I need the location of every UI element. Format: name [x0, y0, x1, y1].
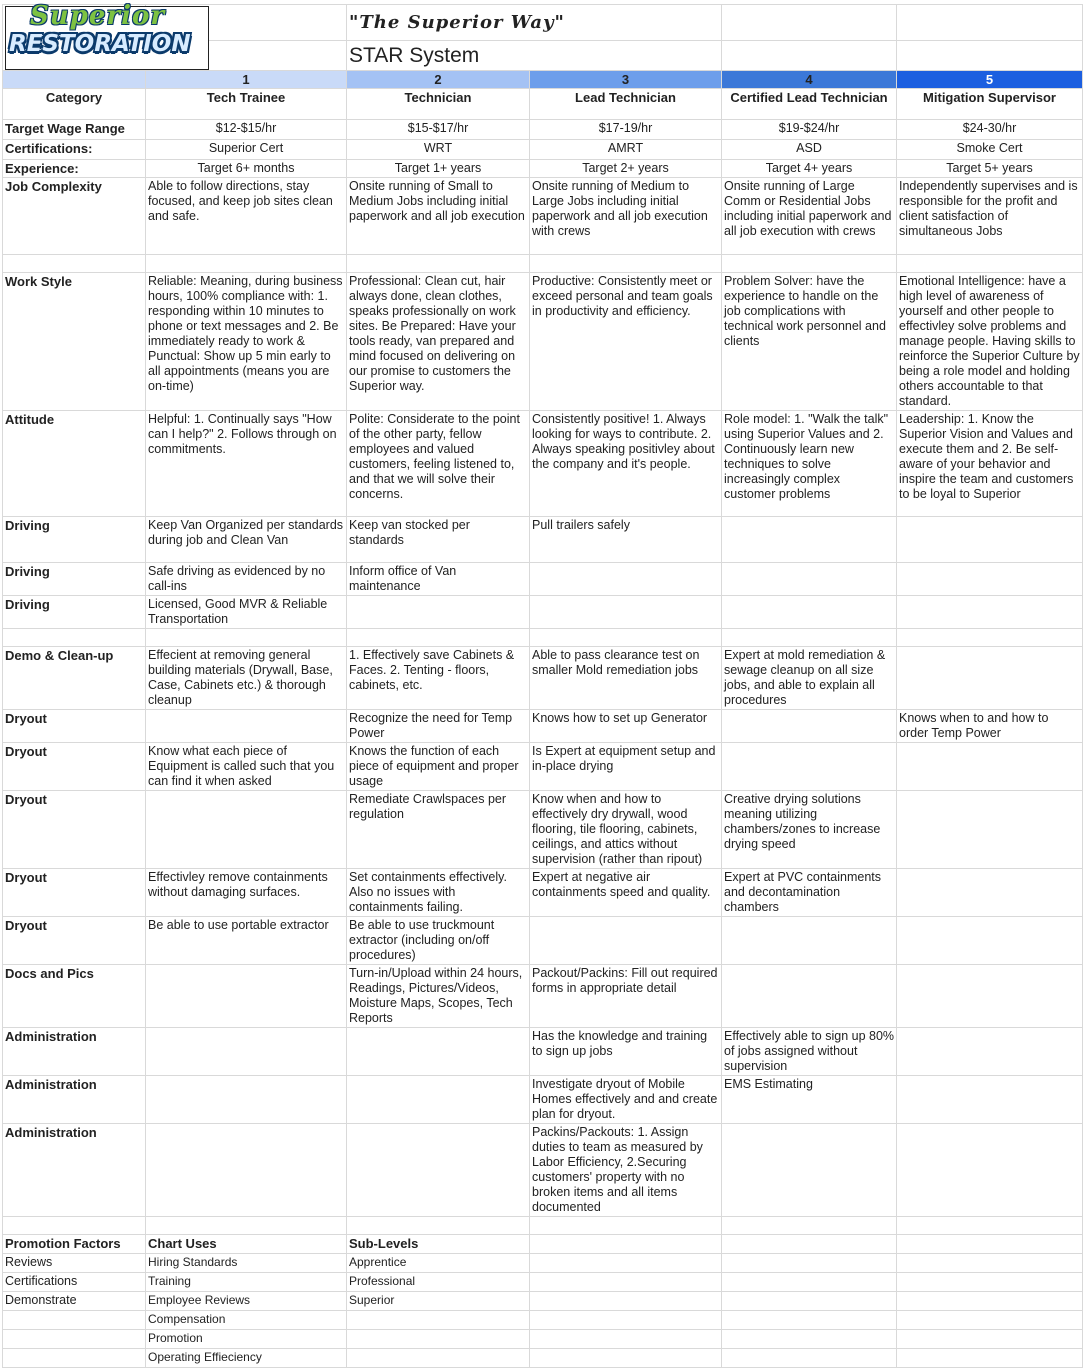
footer-cell[interactable]: Compensation — [146, 1311, 347, 1330]
experience-cell[interactable]: Target 6+ months — [146, 160, 347, 178]
cell[interactable] — [722, 1311, 897, 1330]
competency-cell[interactable] — [722, 917, 897, 965]
competency-cell[interactable] — [897, 517, 1083, 563]
competency-cell[interactable]: Problem Solver: have the experience to handle on the job complications with technical work personnel and clients — [722, 273, 897, 411]
competency-cell[interactable] — [897, 647, 1083, 710]
row-category-label[interactable]: Dryout — [3, 917, 146, 965]
footer-cell[interactable]: Promotion — [146, 1330, 347, 1349]
footer-cell[interactable] — [347, 1349, 530, 1368]
competency-cell[interactable]: Onsite running of Large Comm or Residential Jobs including initial paperwork and all job execution with crews — [722, 178, 897, 255]
row-category-label[interactable]: Administration — [3, 1076, 146, 1124]
competency-cell[interactable] — [146, 1217, 347, 1235]
cell[interactable] — [897, 1254, 1083, 1273]
competency-cell[interactable] — [897, 1076, 1083, 1124]
certs-label[interactable]: Certifications: — [3, 140, 146, 160]
competency-row — [3, 917, 1083, 965]
competency-cell[interactable] — [897, 791, 1083, 869]
competency-row — [3, 255, 1083, 273]
competency-cell[interactable]: Consistently positive! 1. Always looking for ways to contribute. 2. Always speaking positivley about the company and it's people. — [530, 411, 722, 517]
competency-row — [3, 517, 1083, 563]
cert-cell[interactable]: Superior Cert — [146, 140, 347, 160]
row-category-label[interactable]: Driving — [3, 517, 146, 563]
competency-cell[interactable] — [897, 629, 1083, 647]
competency-row — [3, 178, 1083, 255]
col-header-mitigation-supervisor[interactable]: Mitigation Supervisor — [897, 89, 1083, 120]
footer-cell[interactable]: Apprentice — [347, 1254, 530, 1273]
competency-cell[interactable] — [722, 629, 897, 647]
row-category-label[interactable]: Dryout — [3, 710, 146, 743]
competency-cell[interactable] — [722, 255, 897, 273]
footer-cell[interactable]: Employee Reviews — [146, 1292, 347, 1311]
competency-cell[interactable] — [722, 743, 897, 791]
competency-cell[interactable]: Reliable: Meaning, during business hours, 100% compliance with: 1. responding within 10 minutes to phone or text messages and 2. Be immediately ready to work & Punctual: Show up 5 min early to all appointments (means you are on-time) — [146, 273, 347, 411]
experience-cell[interactable]: Target 5+ years — [897, 160, 1083, 178]
cell[interactable] — [897, 5, 1083, 41]
cert-cell[interactable]: AMRT — [530, 140, 722, 160]
competency-cell[interactable]: Productive: Consistently meet or exceed personal and team goals in productivity and efficiency. — [530, 273, 722, 411]
competency-cell[interactable] — [347, 1124, 530, 1217]
competency-cell[interactable]: Turn-in/Upload within 24 hours, Readings, Pictures/Videos, Moisture Maps, Scopes, Tech Reports — [347, 965, 530, 1028]
row-category-label[interactable]: Driving — [3, 563, 146, 596]
competency-row — [3, 563, 1083, 596]
competency-cell[interactable] — [897, 917, 1083, 965]
competency-row — [3, 1124, 1083, 1217]
competency-cell[interactable] — [146, 629, 347, 647]
level-4[interactable]: 4 — [722, 71, 897, 89]
competency-cell[interactable]: Expert at mold remediation & sewage cleanup on all size jobs, and able to explain all procedures — [722, 647, 897, 710]
competency-cell[interactable] — [530, 563, 722, 596]
competency-cell[interactable] — [530, 596, 722, 629]
competency-row — [3, 743, 1083, 791]
competency-cell[interactable]: Able to pass clearance test on smaller Mold remediation jobs — [530, 647, 722, 710]
competency-cell[interactable]: Is Expert at equipment setup and in-place drying — [530, 743, 722, 791]
col-header-lead-technician[interactable]: Lead Technician — [530, 89, 722, 120]
wage-cell[interactable]: $19-$24/hr — [722, 120, 897, 140]
cell[interactable] — [722, 1330, 897, 1349]
competency-cell[interactable] — [146, 255, 347, 273]
cell[interactable] — [530, 1254, 722, 1273]
competency-cell[interactable] — [146, 965, 347, 1028]
cell[interactable] — [530, 1311, 722, 1330]
level-2[interactable]: 2 — [347, 71, 530, 89]
competency-cell[interactable]: Know what each piece of Equipment is called such that you can find it when asked — [146, 743, 347, 791]
row-category-label[interactable] — [3, 1217, 146, 1235]
competency-cell[interactable] — [347, 1217, 530, 1235]
footer-cell[interactable]: Professional — [347, 1273, 530, 1292]
competency-cell[interactable] — [722, 1124, 897, 1217]
col-header-certified-lead-technician[interactable]: Certified Lead Technician — [722, 89, 897, 120]
cert-cell[interactable]: ASD — [722, 140, 897, 160]
footer-cell[interactable] — [347, 1330, 530, 1349]
level-3[interactable]: 3 — [530, 71, 722, 89]
competency-cell[interactable]: Inform office of Van maintenance — [347, 563, 530, 596]
competency-row — [3, 791, 1083, 869]
competency-cell[interactable]: Has the knowledge and training to sign up jobs — [530, 1028, 722, 1076]
certs-row — [3, 140, 1083, 160]
competency-cell[interactable]: Expert at PVC containments and decontamination chambers — [722, 869, 897, 917]
competency-cell[interactable] — [146, 1028, 347, 1076]
competency-cell[interactable]: Expert at negative air containments speed and quality. — [530, 869, 722, 917]
competency-cell[interactable]: EMS Estimating — [722, 1076, 897, 1124]
row-category-label[interactable] — [3, 629, 146, 647]
footer-header-row — [3, 1235, 1083, 1254]
competency-cell[interactable] — [146, 1076, 347, 1124]
competency-cell[interactable] — [530, 1217, 722, 1235]
competency-cell[interactable] — [347, 1028, 530, 1076]
competency-cell[interactable]: Keep Van Organized per standards during job and Clean Van — [146, 517, 347, 563]
competency-cell[interactable] — [722, 596, 897, 629]
competency-cell[interactable] — [146, 1124, 347, 1217]
cell[interactable] — [722, 5, 897, 41]
footer-cell[interactable]: Operating Effieciency — [146, 1349, 347, 1368]
competency-cell[interactable] — [146, 791, 347, 869]
logo-cell — [3, 1, 191, 71]
competency-row — [3, 1028, 1083, 1076]
competency-cell[interactable]: Helpful: 1. Continually says "How can I help?" 2. Follows through on commitments. — [146, 411, 347, 517]
wage-cell[interactable]: $15-$17/hr — [347, 120, 530, 140]
competency-cell[interactable] — [722, 1217, 897, 1235]
competency-cell[interactable] — [347, 1076, 530, 1124]
competency-cell[interactable] — [722, 965, 897, 1028]
competency-cell[interactable]: Role model: 1. "Walk the talk" using Superior Values and 2. Continuously learn new techniques to solve increasingly complex customer problems — [722, 411, 897, 517]
footer-cell[interactable]: Hiring Standards — [146, 1254, 347, 1273]
col-header-technician[interactable]: Technician — [347, 89, 530, 120]
cell[interactable] — [897, 1330, 1083, 1349]
footer-cell[interactable]: Training — [146, 1273, 347, 1292]
level-row — [3, 71, 1083, 89]
competency-cell[interactable]: Remediate Crawlspaces per regulation — [347, 791, 530, 869]
row-category-label[interactable]: Driving — [3, 596, 146, 629]
competency-cell[interactable]: Packout/Packins: Fill out required forms in appropriate detail — [530, 965, 722, 1028]
competency-cell[interactable]: Knows the function of each piece of equipment and proper usage — [347, 743, 530, 791]
competency-cell[interactable]: Be able to use truckmount extractor (including on/off procedures) — [347, 917, 530, 965]
competency-cell[interactable]: Pull trailers safely — [530, 517, 722, 563]
competency-cell[interactable] — [347, 596, 530, 629]
row-category-label[interactable]: Dryout — [3, 869, 146, 917]
competency-cell[interactable]: Able to follow directions, stay focused, and keep job sites clean and safe. — [146, 178, 347, 255]
competency-cell[interactable]: 1. Effectively save Cabinets & Faces. 2. Tenting - floors, cabinets, etc. — [347, 647, 530, 710]
sheet-title-2[interactable]: STAR System — [347, 40, 722, 70]
row-category-label[interactable]: Administration — [3, 1028, 146, 1076]
logo-line-2: RESTORATION — [9, 31, 191, 57]
competency-row — [3, 965, 1083, 1028]
cert-cell[interactable]: WRT — [347, 140, 530, 160]
footer-cell[interactable] — [3, 1330, 146, 1349]
row-category-label[interactable]: Work Style — [3, 273, 146, 411]
cell[interactable] — [897, 40, 1083, 70]
footer-header[interactable]: Chart Uses — [146, 1235, 347, 1254]
wage-cell[interactable]: $24-30/hr — [897, 120, 1083, 140]
competency-row — [3, 596, 1083, 629]
cell[interactable] — [897, 1292, 1083, 1311]
footer-row — [3, 1292, 1083, 1311]
wage-label[interactable]: Target Wage Range — [3, 120, 146, 140]
competency-row — [3, 629, 1083, 647]
competency-cell[interactable]: Professional: Clean cut, hair always done, clean clothes, speaks professionally on work sites. Be Prepared: Have your tools ready, van prepared and mind focused on delivering on our promise to customers the Superior way. — [347, 273, 530, 411]
competency-cell[interactable]: Effectivley remove containments without damaging surfaces. — [146, 869, 347, 917]
wage-cell[interactable]: $12-$15/hr — [146, 120, 347, 140]
footer-cell[interactable]: Demonstrate — [3, 1292, 146, 1311]
cell[interactable] — [722, 1254, 897, 1273]
cell[interactable] — [897, 1273, 1083, 1292]
row-category-label[interactable]: Dryout — [3, 743, 146, 791]
competency-cell[interactable] — [897, 596, 1083, 629]
cell[interactable] — [722, 40, 897, 70]
competency-cell[interactable] — [347, 629, 530, 647]
footer-cell[interactable] — [3, 1349, 146, 1368]
competency-cell[interactable] — [897, 1217, 1083, 1235]
row-category-label[interactable]: Job Complexity — [3, 178, 146, 255]
cell[interactable] — [897, 1235, 1083, 1254]
level-blank-cell[interactable] — [3, 71, 146, 89]
competency-cell[interactable] — [897, 563, 1083, 596]
footer-row — [3, 1273, 1083, 1292]
competency-cell[interactable]: Set containments effectively. Also no issues with containments failing. — [347, 869, 530, 917]
competency-row — [3, 273, 1083, 411]
row-category-label[interactable]: Dryout — [3, 791, 146, 869]
header-row — [3, 89, 1083, 120]
cell[interactable] — [722, 1349, 897, 1368]
competency-cell[interactable]: Effectively able to sign up 80% of jobs assigned without supervision — [722, 1028, 897, 1076]
competency-cell[interactable]: Knows when to and how to order Temp Power — [897, 710, 1083, 743]
row-category-label[interactable]: Attitude — [3, 411, 146, 517]
experience-label[interactable]: Experience: — [3, 160, 146, 178]
cell[interactable] — [722, 1273, 897, 1292]
row-category-label[interactable]: Administration — [3, 1124, 146, 1217]
competency-cell[interactable] — [722, 517, 897, 563]
experience-row — [3, 160, 1083, 178]
competency-row — [3, 411, 1083, 517]
row-category-label[interactable] — [3, 255, 146, 273]
footer-cell[interactable]: Certifications — [3, 1273, 146, 1292]
cert-cell[interactable]: Smoke Cert — [897, 140, 1083, 160]
competency-row — [3, 647, 1083, 710]
star-system-sheet — [2, 1, 1083, 1368]
competency-cell[interactable]: Independently supervises and is responsible for the profit and client satisfaction of simultaneous Jobs — [897, 178, 1083, 255]
footer-cell[interactable]: Superior — [347, 1292, 530, 1311]
competency-cell[interactable] — [897, 965, 1083, 1028]
competency-cell[interactable] — [530, 629, 722, 647]
footer-cell[interactable]: Reviews — [3, 1254, 146, 1273]
competency-cell[interactable]: Knows how to set up Generator — [530, 710, 722, 743]
cell[interactable] — [530, 1273, 722, 1292]
footer-row — [3, 1254, 1083, 1273]
competency-cell[interactable] — [146, 710, 347, 743]
competency-cell[interactable]: Be able to use portable extractor — [146, 917, 347, 965]
competency-cell[interactable] — [530, 255, 722, 273]
competency-row — [3, 1217, 1083, 1235]
col-header-tech-trainee[interactable]: Tech Trainee — [146, 89, 347, 120]
competency-cell[interactable]: Effecient at removing general building materials (Drywall, Base, Case, Cabinets etc.) & thorough cleanup — [146, 647, 347, 710]
sheet-title-1[interactable]: "The Superior Way" — [347, 5, 722, 41]
cell[interactable] — [530, 1349, 722, 1368]
competency-cell[interactable] — [897, 869, 1083, 917]
competency-cell[interactable] — [347, 255, 530, 273]
cell[interactable] — [897, 1311, 1083, 1330]
footer-row — [3, 1311, 1083, 1330]
competency-cell[interactable]: Emotional Intelligence: have a high level of awareness of yourself and other people to effectivley solve problems and manage people. Having skills to reinforce the Superior Culture by being a role model and holding others accountable to that standard. — [897, 273, 1083, 411]
competency-cell[interactable]: Know when and how to effectively dry drywall, wood flooring, tile flooring, cabinets, ceilings, and attics without supervision (rather than ripout) — [530, 791, 722, 869]
competency-cell[interactable]: Recognize the need for Temp Power — [347, 710, 530, 743]
competency-cell[interactable] — [530, 917, 722, 965]
cell[interactable] — [530, 1235, 722, 1254]
cell[interactable] — [722, 1235, 897, 1254]
cell[interactable] — [722, 1292, 897, 1311]
competency-row — [3, 710, 1083, 743]
footer-cell[interactable] — [347, 1311, 530, 1330]
experience-cell[interactable]: Target 2+ years — [530, 160, 722, 178]
competency-cell[interactable] — [897, 1028, 1083, 1076]
row-category-label[interactable]: Demo & Clean-up — [3, 647, 146, 710]
competency-row — [3, 1076, 1083, 1124]
competency-cell[interactable]: Keep van stocked per standards — [347, 517, 530, 563]
competency-cell[interactable]: Polite: Considerate to the point of the other party, fellow employees and valued customers, feeling listened to, and that we will solve their concerns. — [347, 411, 530, 517]
competency-cell[interactable]: Packins/Packouts: 1. Assign duties to team as measured by Labor Efficiency, 2.Securing customers' property with no broken items and all items documented — [530, 1124, 722, 1217]
competency-cell[interactable] — [897, 1124, 1083, 1217]
competency-cell[interactable]: Onsite running of Small to Medium Jobs including initial paperwork and all job execution — [347, 178, 530, 255]
level-5[interactable]: 5 — [897, 71, 1083, 89]
competency-cell[interactable] — [722, 710, 897, 743]
footer-header[interactable]: Sub-Levels — [347, 1235, 530, 1254]
wage-row — [3, 120, 1083, 140]
wage-cell[interactable]: $17-19/hr — [530, 120, 722, 140]
competency-cell[interactable]: Onsite running of Medium to Large Jobs including initial paperwork and all job execution with crews — [530, 178, 722, 255]
category-header[interactable]: Category — [3, 89, 146, 120]
competency-cell[interactable]: Creative drying solutions meaning utilizing chambers/zones to increase drying speed — [722, 791, 897, 869]
cell[interactable] — [530, 1292, 722, 1311]
experience-cell[interactable]: Target 1+ years — [347, 160, 530, 178]
competency-cell[interactable] — [897, 255, 1083, 273]
cell[interactable] — [530, 1330, 722, 1349]
level-1[interactable]: 1 — [146, 71, 347, 89]
footer-header[interactable]: Promotion Factors — [3, 1235, 146, 1254]
competency-cell[interactable]: Investigate dryout of Mobile Homes effectively and and create plan for dryout. — [530, 1076, 722, 1124]
cell[interactable] — [897, 1349, 1083, 1368]
footer-row — [3, 1349, 1083, 1368]
competency-row — [3, 869, 1083, 917]
competency-cell[interactable]: Leadership: 1. Know the Superior Vision and Values and execute them and 2. Be self-aware of your behavior and inspire the team and customers to be loyal to Superior — [897, 411, 1083, 517]
superior-restoration-logo — [5, 1, 209, 70]
competency-cell[interactable] — [897, 743, 1083, 791]
footer-cell[interactable] — [3, 1311, 146, 1330]
logo-line-1: Superior — [30, 1, 166, 31]
competency-cell[interactable]: Licensed, Good MVR & Reliable Transportation — [146, 596, 347, 629]
footer-row — [3, 1330, 1083, 1349]
experience-cell[interactable]: Target 4+ years — [722, 160, 897, 178]
competency-cell[interactable]: Safe driving as evidenced by no call-ins — [146, 563, 347, 596]
row-category-label[interactable]: Docs and Pics — [3, 965, 146, 1028]
competency-cell[interactable] — [722, 563, 897, 596]
